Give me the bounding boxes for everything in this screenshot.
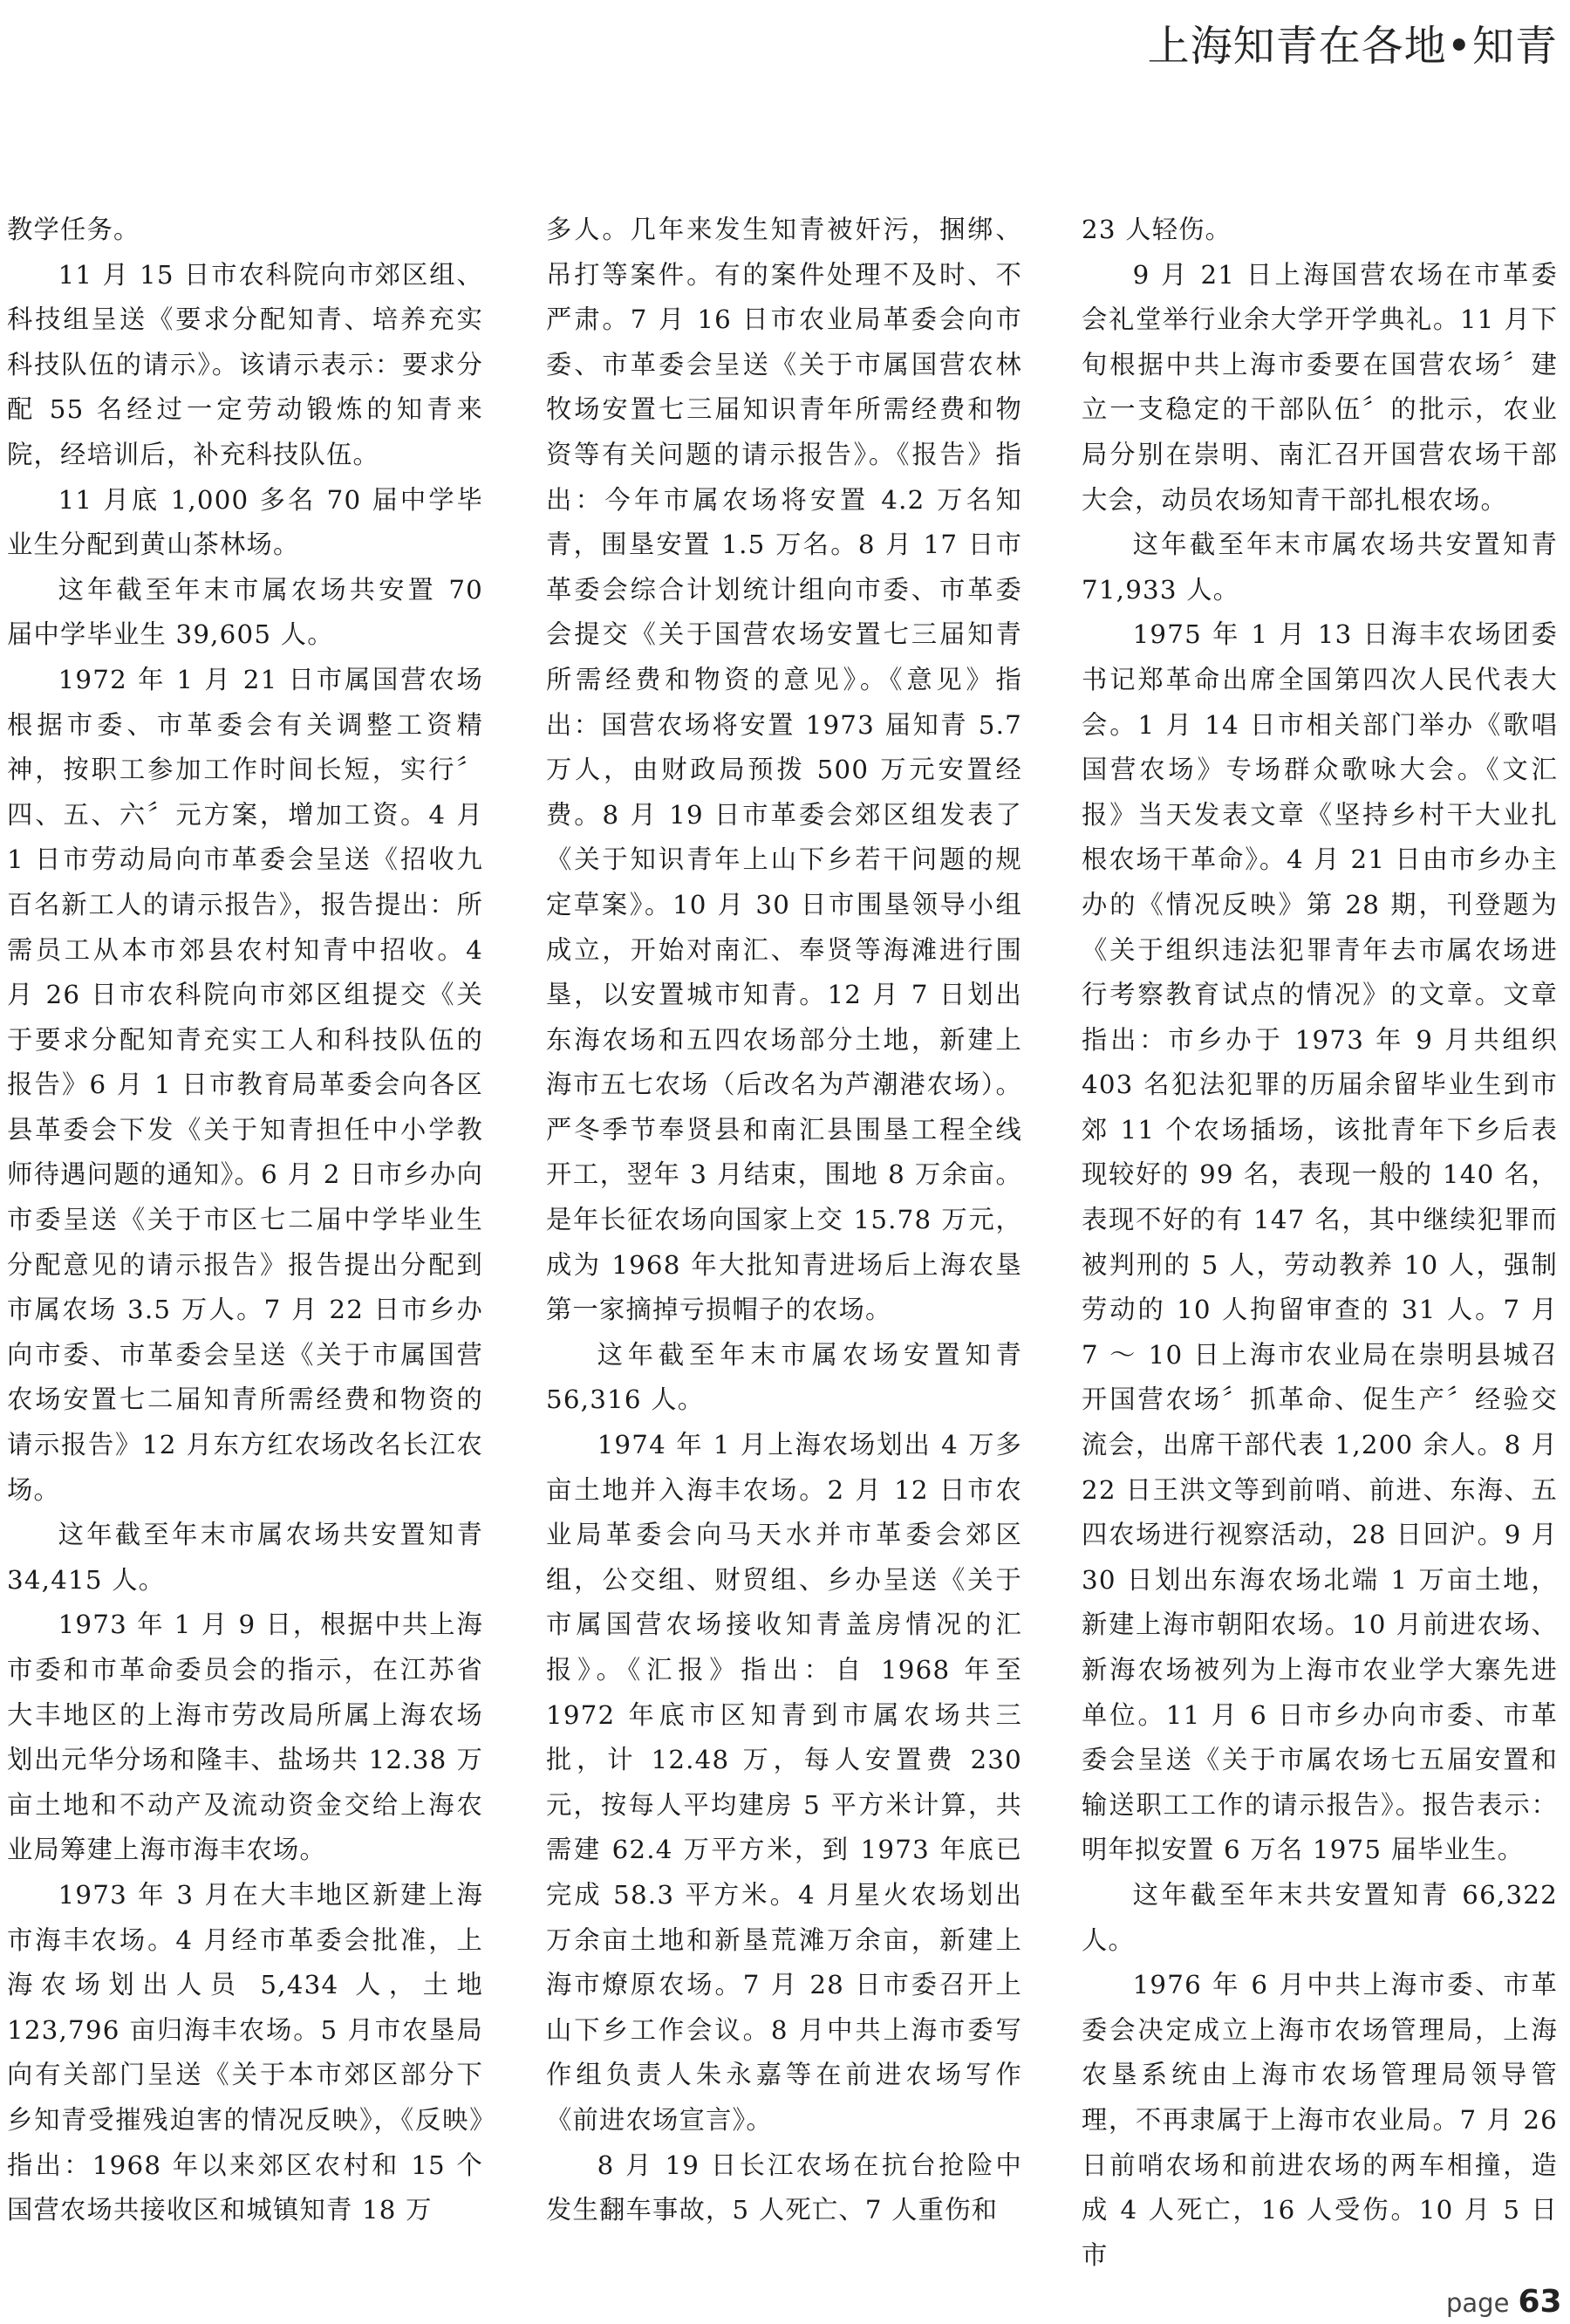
paragraph: 11 月 15 日市农科院向市郊区组、科技组呈送《要求分配知青、培养充实科技队伍的请示》。该请示表示：要求分配 55 名经过一定劳动锻炼的知青来院，经培训后，补充科技队伍。 <box>7 259 483 469</box>
paragraph: 1973 年 3 月在大丰地区新建上海市海丰农场。4 月经市革委会批准，上海农场划出人员 5,434 人，土地 123,796 亩归海丰农场。5 月市农垦局向有关部门呈送《关于本市郊区部分下乡知青受摧残迫害的情况反映》，《反映》指出：1968 年以来郊区农村和 15 个国营农场共接收区和城镇知青 18 万 <box>7 1879 483 2225</box>
text-column-1 <box>7 208 483 2233</box>
text-column-2 <box>546 208 1022 2233</box>
paragraph: 1972 年 1 月 21 日市属国营农场根据市委、市革委会有关调整工资精神，按职工参加工作时间长短，实行〞四、五、六〞元方案，增加工资。4 月 1 日市劳动局向市革委会呈送《招收九百名新工人的请示报告》，报告提出：所需员工从本市郊县农村知青中招收。4 月 26 日市农科院向市郊区组提交《关于要求分配知青充实工人和科技队伍的报告》6 月 1 日市教育局革委会向各区县革委会下发《关于知青担任中小学教师待遇问题的通知》。6 月 2 日市乡办向市委呈送《关于市区七二届中学毕业生分配意见的请示报告》报告提出分配到市属农场 3.5 万人。7 月 22 日市乡办向市委、市革委会呈送《关于市属国营农场安置七二届知青所需经费和物资的请示报告》12 月东方红农场改名长江农场。 <box>7 664 483 1505</box>
paragraph: 1975 年 1 月 13 日海丰农场团委书记郑革命出席全国第四次人民代表大会。1 月 14 日市相关部门举办《歌唱国营农场》专场群众歌咏大会。《文汇报》当天发表文章《坚持乡村干大业扎根农场干革命》。4 月 21 日由市乡办主办的《情况反映》第 28 期，刊登题为《关于组织违法犯罪青年去市属农场进行考察教育试点的情况》的文章。文章指出：市乡办于 1973 年 9 月共组织 403 名犯法犯罪的历届余留毕业生到市郊 11 个农场插场，该批青年下乡后表现较好的 99 名，表现一般的 140 名，表现不好的有 147 名，其中继续犯罪而被判刑的 5 人，劳动教养 10 人，强制劳动的 10 人拘留审查的 31 人。7 月 7 ～ 10 日上海市农业局在崇明县城召开国营农场〞抓革命、促生产〞经验交流会，出席干部代表 1,200 余人。8 月 22 日王洪文等到前哨、前进、东海、五四农场进行视察活动，28 日回沪。9 月 30 日划出东海农场北端 1 万亩土地，新建上海市朝阳农场。10 月前进农场、新海农场被列为上海市农业学大寨先进单位。11 月 6 日市乡办向市委、市革委会呈送《关于市属农场七五届安置和输送职工工作的请示报告》。报告表示：明年拟安置 6 万名 1975 届毕业生。 <box>1082 619 1558 1865</box>
paragraph: 23 人轻伤。 <box>1082 215 1232 244</box>
paragraph: 9 月 21 日上海国营农场在市革委会礼堂举行业余大学开学典礼。11 月下旬根据中共上海市委要在国营农场〞建立一支稳定的干部队伍〞的批示，农业局分别在崇明、南汇召开国营农场干部大会，动员农场知青干部扎根农场。 <box>1082 259 1558 515</box>
running-header: 上海知青在各地•知青 <box>1147 22 1558 71</box>
page-label: page <box>1446 2288 1510 2318</box>
page-footer <box>1446 2284 1562 2320</box>
paragraph: 教学任务。 <box>7 215 140 244</box>
article-body <box>0 208 1570 2270</box>
paragraph: 8 月 19 日长江农场在抗台抢险中发生翻车事故，5 人死亡、7 人重伤和 <box>546 2150 1022 2225</box>
paragraph: 多人。几年来发生知青被奸污，捆绑、吊打等案件。有的案件处理不及时、不严肃。7 月 16 日市农业局革委会向市委、市革委会呈送《关于市属国营农林牧场安置七三届知识青年所需经费和物资等有关问题的请示报告》。《报告》指出：今年市属农场将安置 4.2 万名知青，围垦安置 1.5 万名。8 月 17 日市革委会综合计划统计组向市委、市革委会提交《关于国营农场安置七三届知青所需经费和物资的意见》。《意见》指出：国营农场将安置 1973 届知青 5.7 万人，由财政局预拨 500 万元安置经费。8 月 19 日市革委会郊区组发表了《关于知识青年上山下乡若干问题的规定草案》。10 月 30 日市围垦领导小组成立，开始对南汇、奉贤等海滩进行围垦，以安置城市知青。12 月 7 日划出东海农场和五四农场部分土地，新建上海市五七农场（后改名为芦潮港农场）。严冬季节奉贤县和南汇县围垦工程全线开工，翌年 3 月结束，围地 8 万余亩。是年长征农场向国家上交 15.78 万元，成为 1968 年大批知青进场后上海农垦第一家摘掉亏损帽子的农场。 <box>546 215 1022 1325</box>
paragraph: 这年截至年末市属农场共安置知青 71,933 人。 <box>1082 530 1558 605</box>
paragraph: 1973 年 1 月 9 日，根据中共上海市委和市革命委员会的指示，在江苏省大丰地区的上海市劳改局所属上海农场划出元华分场和隆丰、盐场共 12.38 万亩土地和不动产及流动资金交给上海农业局筹建上海市海丰农场。 <box>7 1610 483 1865</box>
page-number: 63 <box>1518 2284 1562 2320</box>
text-column-3 <box>1082 208 1558 2278</box>
paragraph: 1976 年 6 月中共上海市委、市革委会决定成立上海市农场管理局，上海农垦系统由上海市农场管理局领导管理，不再隶属于上海市农业局。7 月 26 日前哨农场和前进农场的两车相撞，造成 4 人死亡，16 人受伤。10 月 5 日市 <box>1082 1970 1558 2270</box>
paragraph: 1974 年 1 月上海农场划出 4 万多亩土地并入海丰农场。2 月 12 日市农业局革委会向马天水并市革委会郊区组，公交组、财贸组、乡办呈送《关于市属国营农场接收知青盖房情况的汇报》。《汇报》指出：自 1968 年至 1972 年底市区知青到市属农场共三批，计 12.48 万，每人安置费 230 元，按每人平均建房 5 平方米计算，共需建 62.4 万平方米，到 1973 年底已完成 58.3 平方米。4 月星火农场划出万余亩土地和新垦荒滩万余亩，新建上海市燎原农场。7 月 28 日市委召开上山下乡工作会议。8 月中共上海市委写作组负责人朱永嘉等在前进农场写作《前进农场宣言》。 <box>546 1430 1022 2135</box>
paragraph: 这年截至年末市属农场共安置 70 届中学毕业生 39,605 人。 <box>7 574 483 650</box>
paragraph: 这年截至年末市属农场安置知青 56,316 人。 <box>546 1339 1022 1415</box>
paragraph: 11 月底 1,000 多名 70 届中学毕业生分配到黄山茶林场。 <box>7 484 483 560</box>
paragraph: 这年截至年末市属农场共安置知青 34,415 人。 <box>7 1520 483 1595</box>
paragraph: 这年截至年末共安置知青 66,322 人。 <box>1082 1879 1558 1955</box>
